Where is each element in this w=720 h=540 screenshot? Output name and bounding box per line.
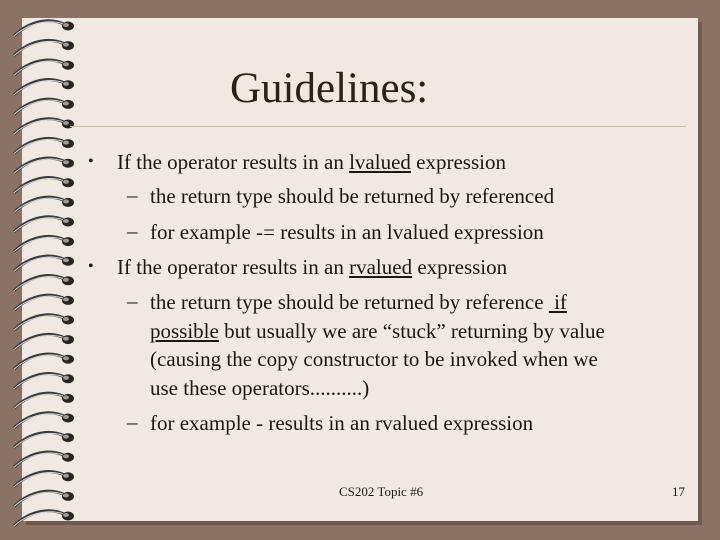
sub-bullet-text: but usually we are “stuck” returning by value bbox=[218, 319, 605, 343]
sub-bullet-continuation: use these operators..........) bbox=[150, 376, 370, 400]
dash-icon: – bbox=[127, 183, 138, 207]
bullet-item bbox=[117, 149, 506, 175]
bullet-text: If the operator results in an bbox=[117, 255, 350, 279]
sub-bullet-item: for example - results in an rvalued expression bbox=[150, 411, 534, 435]
slide-title: Guidelines: bbox=[230, 65, 429, 112]
bullet-emphasis: lvalued bbox=[349, 150, 411, 174]
bullet-icon: • bbox=[88, 153, 94, 170]
bullet-item bbox=[117, 254, 507, 280]
bullet-emphasis: rvalued bbox=[349, 255, 413, 279]
dash-icon: – bbox=[127, 219, 138, 243]
bullet-text: expression bbox=[410, 150, 506, 174]
sub-bullet-emphasis: if bbox=[548, 290, 567, 314]
page-number: 17 bbox=[672, 484, 685, 499]
bullet-icon: • bbox=[88, 258, 94, 275]
dash-icon: – bbox=[127, 289, 138, 313]
sub-bullet-continuation bbox=[150, 318, 605, 344]
sub-bullet-item bbox=[150, 289, 567, 315]
footer-label: CS202 Topic #6 bbox=[339, 484, 424, 499]
sub-bullet-text: the return type should be returned by reference bbox=[150, 290, 549, 314]
sub-bullet-item: for example -= results in an lvalued expression bbox=[150, 220, 544, 244]
sub-bullet-continuation: (causing the copy constructor to be invoked when we bbox=[150, 347, 598, 371]
bullet-text: If the operator results in an bbox=[117, 150, 350, 174]
sub-bullet-emphasis: possible bbox=[150, 319, 219, 343]
bullet-text: expression bbox=[412, 255, 508, 279]
sub-bullet-item: the return type should be returned by referenced bbox=[150, 184, 555, 208]
dash-icon: – bbox=[127, 410, 138, 434]
